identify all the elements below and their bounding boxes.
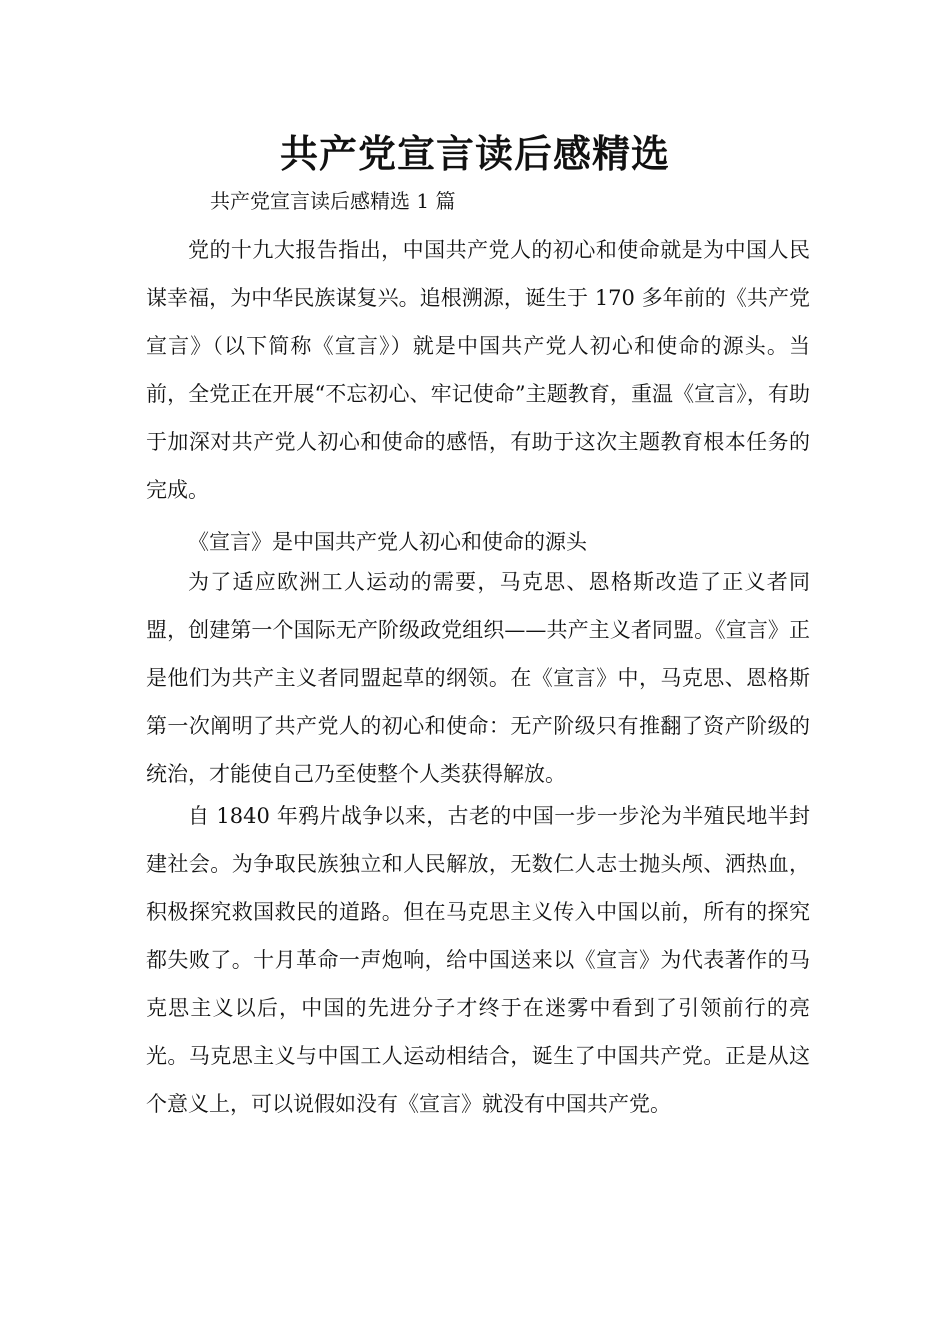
document-body	[146, 232, 810, 1128]
paragraph-2: 为了适应欧洲工人运动的需要，马克思、恩格斯改造了正义者同盟，创建第一个国际无产阶级政党组织——共产主义者同盟。《宣言》正是他们为共产主义者同盟起草的纲领。在《宣言》中，马克思、恩格斯第一次阐明了共产党人的初心和使命：无产阶级只有推翻了资产阶级的统治，才能使自己乃至使整个人类获得解放。	[146, 570, 810, 786]
document-title: 共产党宣言读后感精选	[279, 132, 670, 176]
section-heading: 《宣言》是中国共产党人初心和使命的源头	[188, 530, 587, 554]
paragraph-3: 自 1840 年鸦片战争以来，古老的中国一步一步沦为半殖民地半封建社会。为争取民族独立和人民解放，无数仁人志士抛头颅、洒热血，积极探究救国救民的道路。但在马克思主义传入中国以前，所有的探究都失败了。十月革命一声炮响，给中国送来以《宣言》为代表著作的马克思主义以后，中国的先进分子才终于在迷雾中看到了引领前行的亮光。马克思主义与中国工人运动相结合，诞生了中国共产党。正是从这个意义上，可以说假如没有《宣言》就没有中国共产党。	[146, 804, 810, 1116]
paragraph-1: 党的十九大报告指出，中国共产党人的初心和使命就是为中国人民谋幸福，为中华民族谋复兴。追根溯源，诞生于 170 多年前的《共产党宣言》（以下简称《宣言》）就是中国共产党人初心和使命的源头。当前，全党正在开展“不忘初心、牢记使命”主题教育，重温《宣言》，有助于加深对共产党人初心和使命的感悟，有助于这次主题教育根本任务的完成。	[146, 238, 810, 502]
document-subtitle: 共产党宣言读后感精选 1 篇	[210, 189, 456, 213]
